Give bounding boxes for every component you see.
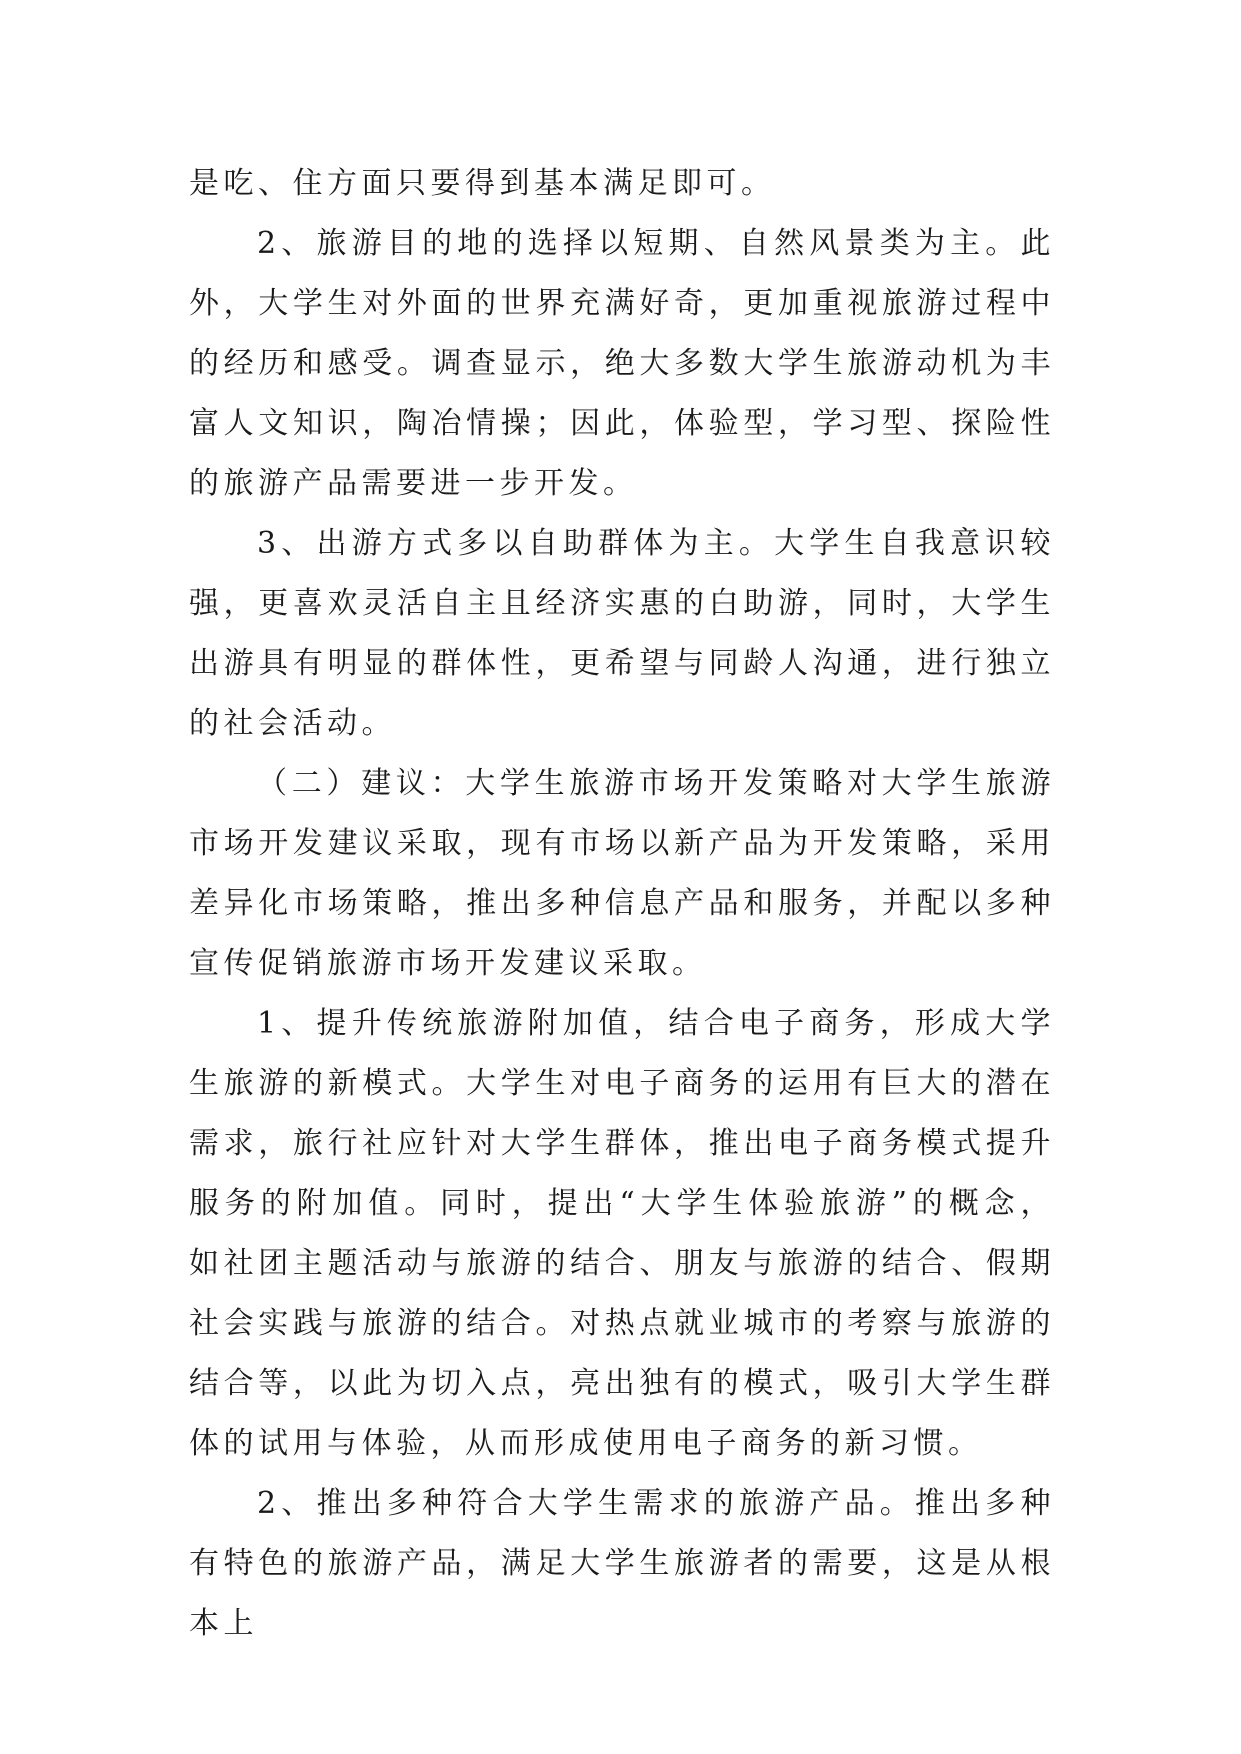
paragraph-ecommerce-model: 1、提升传统旅游附加值，结合电子商务，形成大学生旅游的新模式。大学生对电子商务的运用有巨大的潜在需求，旅行社应针对大学生群体，推出电子商务模式提升服务的附加值。同时，提出“大学生体验旅游”的概念，如社团主题活动与旅游的结合、朋友与旅游的结合、假期社会实践与旅游的结合。对热点就业城市的考察与旅游的结合等，以此为切入点，亮出独有的模式，吸引大学生群体的试用与体验，从而形成使用电子商务的新习惯。	[189, 1006, 1055, 1461]
document-body	[189, 154, 1055, 1654]
paragraph-travel-products: 2、推出多种符合大学生需求的旅游产品。推出多种有特色的旅游产品，满足大学生旅游者的需要，这是从根本上	[189, 1486, 1055, 1641]
paragraph-suggestions: （二）建议：大学生旅游市场开发策略对大学生旅游市场开发建议采取，现有市场以新产品为开发策略，采用差异化市场策略，推出多种信息产品和服务，并配以多种宣传促销旅游市场开发建议采取。	[189, 766, 1055, 981]
paragraph-travel-mode: 3、出游方式多以自助群体为主。大学生自我意识较强，更喜欢灵活自主且经济实惠的白助游，同时，大学生出游具有明显的群体性，更希望与同龄人沟通，进行独立的社会活动。	[189, 526, 1055, 741]
paragraph-continuation: 是吃、住方面只要得到基本满足即可。	[189, 166, 776, 201]
paragraph-destination-choice: 2、旅游目的地的选择以短期、自然风景类为主。此外，大学生对外面的世界充满好奇，更加重视旅游过程中的经历和感受。调查显示，绝大多数大学生旅游动机为丰富人文知识，陶冶情操；因此，体验型，学习型、探险性的旅游产品需要进一步开发。	[189, 226, 1055, 501]
